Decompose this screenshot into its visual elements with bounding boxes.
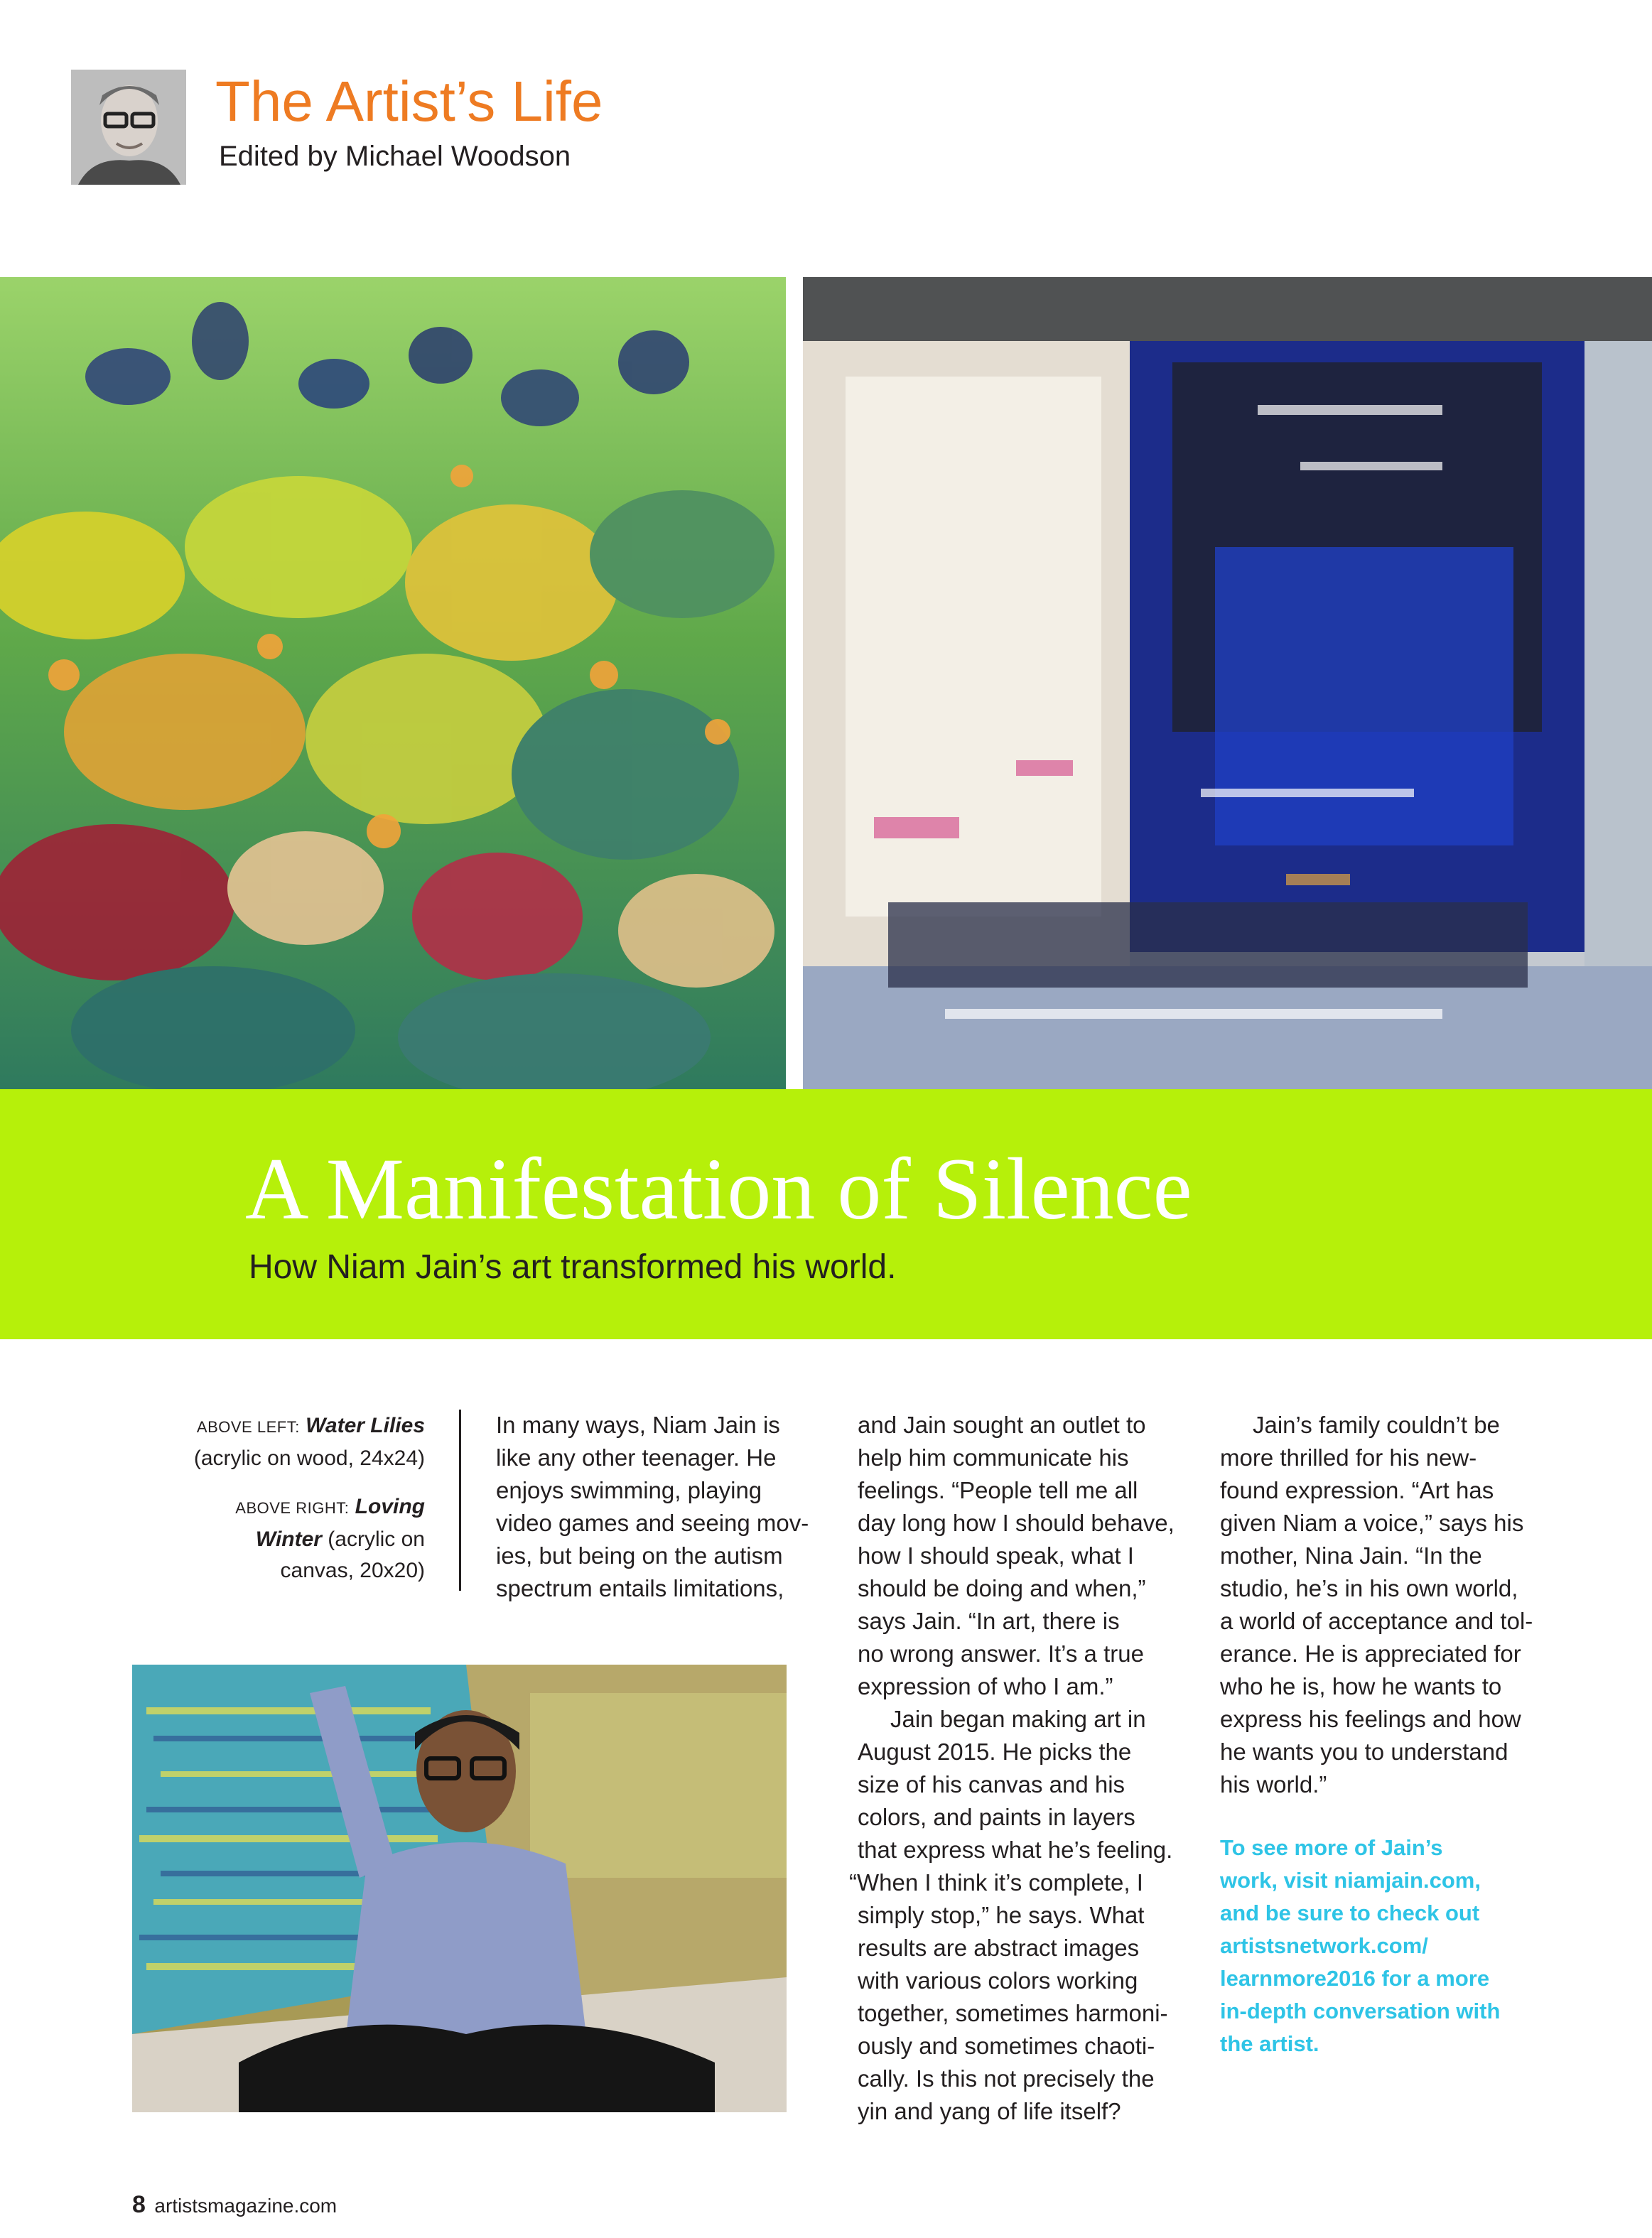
body-line: Jain’s family couldn’t be xyxy=(1253,1412,1500,1438)
body-line: no wrong answer. It’s a true xyxy=(858,1640,1144,1667)
caption-left-title: Water Lilies xyxy=(306,1414,425,1437)
body-line: Jain began making art in xyxy=(890,1706,1146,1732)
callout-line: the artist. xyxy=(1220,2031,1319,2056)
body-line: who he is, how he wants to xyxy=(1220,1673,1502,1699)
body-line: with various colors working xyxy=(858,1967,1138,1994)
body-line: simply stop,” he says. What xyxy=(858,1902,1145,1928)
editor-credit: Edited by Michael Woodson xyxy=(219,141,571,172)
body-line: studio, he’s in his own world, xyxy=(1220,1575,1518,1601)
body-line: In many ways, Niam Jain is xyxy=(496,1412,780,1438)
body-line: ies, but being on the autism xyxy=(496,1542,783,1569)
body-line: mother, Nina Jain. “In the xyxy=(1220,1542,1482,1569)
body-line: express his feelings and how xyxy=(1220,1706,1521,1732)
image-captions xyxy=(178,1410,425,1604)
body-line: spectrum entails limitations, xyxy=(496,1575,784,1601)
body-line: results are abstract images xyxy=(858,1935,1140,1961)
body-column-3 xyxy=(1220,1409,1540,1801)
caption-right xyxy=(178,1491,425,1586)
painting-loving-winter xyxy=(803,277,1652,1089)
body-line: how I should speak, what I xyxy=(858,1542,1134,1569)
body-line: help him communicate his xyxy=(858,1444,1129,1471)
body-column-2 xyxy=(849,1409,1177,2128)
body-line: found expression. “Art has xyxy=(1220,1477,1494,1503)
body-line: says Jain. “In art, there is xyxy=(858,1608,1120,1634)
editor-portrait-image xyxy=(71,70,186,185)
body-line: that express what he’s feeling. xyxy=(858,1837,1173,1863)
caption-right-details: (acrylic on canvas, 20x20) xyxy=(280,1528,425,1582)
body-line: feelings. “People tell me all xyxy=(858,1477,1138,1503)
body-line: he wants you to understand xyxy=(1220,1739,1508,1765)
callout-line: and be sure to check out xyxy=(1220,1901,1480,1925)
body-line: August 2015. He picks the xyxy=(858,1739,1132,1765)
body-line: erance. He is appreciated for xyxy=(1220,1640,1521,1667)
callout-line: artistsnetwork.com/ xyxy=(1220,1933,1428,1958)
body-line: colors, and paints in layers xyxy=(858,1804,1135,1830)
caption-left xyxy=(178,1410,425,1474)
body-line: given Niam a voice,” says his xyxy=(1220,1510,1524,1536)
body-line: his world.” xyxy=(1220,1771,1327,1798)
callout-line: To see more of Jain’s xyxy=(1220,1835,1443,1860)
page-number: 8 xyxy=(132,2191,146,2218)
artist-photo xyxy=(132,1665,787,2112)
page-footer xyxy=(132,2193,337,2217)
body-line: together, sometimes harmoni- xyxy=(858,2000,1168,2026)
caption-right-title: Loving Winter xyxy=(255,1495,425,1551)
article-deck: How Niam Jain’s art transformed his world. xyxy=(249,1248,897,1286)
body-line: size of his canvas and his xyxy=(858,1771,1125,1798)
caption-right-label: ABOVE RIGHT: xyxy=(235,1499,350,1517)
site-url: artistsmagazine.com xyxy=(154,2195,338,2217)
article-headline: A Manifestation of Silence xyxy=(245,1140,1192,1238)
body-column-1 xyxy=(496,1409,816,1605)
body-line: day long how I should behave, xyxy=(858,1510,1175,1536)
callout-more-info xyxy=(1220,1832,1561,2060)
caption-divider xyxy=(459,1410,461,1591)
body-line: and Jain sought an outlet to xyxy=(858,1412,1146,1438)
callout-line: learnmore2016 for a more xyxy=(1220,1966,1490,1991)
editor-portrait xyxy=(71,70,186,185)
body-line: cally. Is this not precisely the xyxy=(858,2065,1155,2092)
body-line: video games and seeing mov- xyxy=(496,1510,809,1536)
body-line: a world of acceptance and tol- xyxy=(1220,1608,1533,1634)
caption-left-details: (acrylic on wood, 24x24) xyxy=(193,1447,425,1470)
body-line: more thrilled for his new- xyxy=(1220,1444,1477,1471)
painting-water-lilies xyxy=(0,277,786,1089)
caption-left-label: ABOVE LEFT: xyxy=(196,1418,300,1436)
body-line: like any other teenager. He xyxy=(496,1444,777,1471)
section-title: The Artist’s Life xyxy=(215,70,603,133)
body-line: “When I think it’s complete, I xyxy=(849,1869,1143,1896)
body-line: should be doing and when,” xyxy=(858,1575,1146,1601)
body-line: yin and yang of life itself? xyxy=(858,2098,1121,2124)
body-line: expression of who I am.” xyxy=(858,1673,1113,1699)
callout-line: in-depth conversation with xyxy=(1220,1999,1501,2023)
callout-line: work, visit niamjain.com, xyxy=(1220,1868,1481,1893)
body-line: ously and sometimes chaoti- xyxy=(858,2033,1155,2059)
body-line: enjoys swimming, playing xyxy=(496,1477,762,1503)
